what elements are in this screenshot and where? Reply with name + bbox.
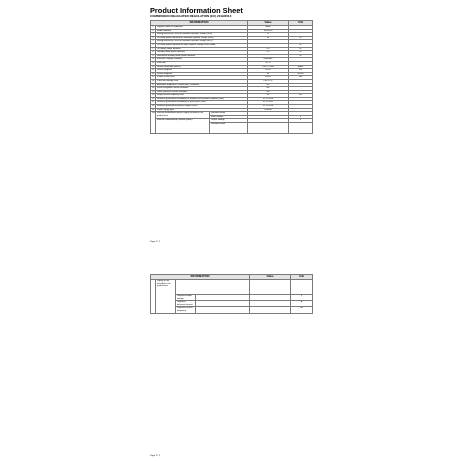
cell-unit: Hz — [289, 94, 313, 98]
row-label: Minimum guaranteed availability of software and firmware updates (until) — [156, 97, 248, 101]
row-number: 22 — [152, 101, 155, 104]
cell-unit: A — [291, 301, 313, 307]
cell-value: 40 — [248, 72, 289, 76]
cell-unit: Hz — [291, 307, 313, 313]
cell-value: 16 : 9 — [248, 61, 289, 65]
row-label: Screen diagonal — [156, 72, 248, 76]
cell-value: 0.5 — [248, 51, 289, 55]
row-label: Screen resolution (pixels) — [156, 65, 248, 69]
table-row — [151, 280, 313, 295]
row-number: 19 — [152, 90, 155, 93]
input-voltage-unit: V — [289, 115, 313, 119]
cell-unit: W — [289, 51, 313, 55]
supply-intro-label: Supply of the included in the product box — [156, 280, 176, 314]
row-label: Standby mode power demand — [156, 51, 248, 55]
cell-value: television — [248, 58, 289, 62]
page-number-2: Page 2 / 2 — [150, 455, 160, 457]
external-supply-label: External standardised (suitable power) — [156, 119, 210, 134]
cell-value: 0.3 — [248, 47, 289, 51]
cell-value: 0.0471 — [248, 76, 289, 80]
row-number: 16 — [152, 79, 155, 82]
output-voltage-unit: V — [289, 119, 313, 123]
cell-empty — [196, 307, 250, 313]
info-table-page-2 — [150, 274, 313, 314]
page-number-1: Page 1 / 2 — [150, 241, 160, 243]
header-information: INFORMATION — [151, 21, 248, 26]
row-number: 11 — [152, 61, 155, 64]
row-label: Required delivered current — [176, 301, 196, 307]
row-label: Networked standby mode power demand — [156, 54, 248, 58]
cell-unit: cm² — [289, 76, 313, 80]
row-number: 6 — [152, 43, 154, 46]
row-label: Off mode, power demand — [156, 47, 248, 51]
row-number: 10 — [152, 58, 155, 61]
row-number: 17 — [152, 83, 155, 86]
cell-unit: W — [289, 43, 313, 47]
row-number: 13 — [152, 69, 155, 72]
header-value: Value — [250, 275, 291, 280]
row-label: Minimum guaranteed availability of spare parts (until) — [156, 101, 248, 105]
standard-name-label: Standard name — [210, 112, 248, 116]
row-label: On mode power demand for High Dynamic Range (HDR) mode — [156, 43, 248, 47]
sheet-title: Product Information Sheet — [150, 6, 243, 15]
row-number: 23 — [152, 105, 155, 108]
cell-value — [250, 307, 291, 313]
row-label: Size ratio — [156, 61, 248, 65]
row-label: Automatic Brightness Control (ABC) available — [156, 83, 248, 87]
row-label: Energy Efficiency Class for standard Dynamic Range (HDR) — [156, 40, 248, 44]
input-voltage-label: Input voltage — [210, 115, 248, 119]
cell-unit: W — [289, 47, 313, 51]
row-label: Visible screen area — [156, 76, 248, 80]
row-number: 8 — [152, 51, 154, 54]
cell-unit: cm — [289, 69, 313, 73]
cell-value: No — [248, 83, 289, 87]
row-number: 7 — [152, 47, 154, 50]
row-number: 3 — [152, 33, 154, 36]
cell-unit: W — [289, 54, 313, 58]
row-number: 21 — [152, 97, 155, 100]
cell-value: No — [248, 87, 289, 91]
row-number: 5 — [152, 40, 154, 43]
row-number: 24 — [152, 108, 155, 111]
cell-unit: inches — [289, 72, 313, 76]
row-number: 2 — [152, 29, 154, 32]
cell-unit — [291, 280, 313, 295]
cell-unit: W — [289, 36, 313, 40]
cell-unit: V — [291, 295, 313, 301]
header-value: Value — [248, 21, 289, 26]
header-unit: Unit — [291, 275, 313, 280]
row-label: Minimum guaranteed product support (until) — [156, 105, 248, 109]
row-label: Panel technology used — [156, 79, 248, 83]
row-label: Energy Efficiency Class for standard Dynamic Range (SDR) — [156, 33, 248, 37]
row-number: 20 — [152, 94, 155, 97]
row-number: 14 — [152, 72, 155, 75]
cell-value: 31.12.2028 — [248, 105, 289, 109]
row-number: 18 — [152, 87, 155, 90]
row-number: 9 — [152, 54, 154, 57]
cell-value — [248, 123, 289, 134]
row-label: Room presence sensor available — [156, 90, 248, 94]
row-number: 4 — [152, 36, 154, 39]
cell-unit — [289, 123, 313, 134]
regulation-subtitle: COMMISSION DELEGATED REGULATION (EU) 2019/2013 — [150, 14, 232, 18]
cell-value: 31.12.2031 — [248, 101, 289, 105]
cell-value: SLED-40 — [248, 29, 289, 33]
row-label: Supplier name or trademark — [156, 26, 248, 30]
cell-value: LED LCD — [248, 79, 289, 83]
cell-empty — [176, 280, 250, 295]
row-number: 24a — [151, 112, 156, 134]
cell-value: 31.12.2028 — [248, 97, 289, 101]
output-voltage-label: Output voltage — [210, 119, 248, 123]
row-label: Power supply type — [156, 108, 248, 112]
row-label: Screen diagonal — [156, 69, 248, 73]
header-information: INFORMATION — [151, 275, 250, 280]
cell-value: 1920 × 1080 — [248, 65, 289, 69]
row-label: Required output voltage — [176, 295, 196, 301]
cell-value: 60 — [248, 94, 289, 98]
cell-value: No — [248, 90, 289, 94]
cell-value: AKAI — [248, 26, 289, 30]
standard-name-label: Standard name — [210, 123, 248, 134]
internal-supply-label: Internal standardised power supply included in the product box — [156, 112, 210, 119]
row-label: Voice recognition sensor available — [156, 87, 248, 91]
cell-value: Internal — [248, 108, 289, 112]
cell-unit: pixels — [289, 65, 313, 69]
row-label: On mode power demand for Standard Dynamic Range (SDR) — [156, 36, 248, 40]
row-label: Required current frequency — [176, 307, 196, 313]
cell-value: 101.6 — [248, 69, 289, 73]
row-label: Model identifier — [156, 29, 248, 33]
row-label: Image refresh frequency rate — [156, 94, 248, 98]
row-label: Electronic display category — [156, 58, 248, 62]
cell-value: 28 — [248, 36, 289, 40]
row-number: 12 — [152, 65, 155, 68]
row-number: 15 — [152, 76, 155, 79]
row-number: 1 — [152, 26, 154, 28]
cell-value: E — [248, 33, 289, 37]
info-table-page-1 — [150, 20, 313, 134]
table-row — [151, 307, 313, 313]
header-unit: Unit — [289, 21, 313, 26]
cell-value — [250, 280, 291, 295]
